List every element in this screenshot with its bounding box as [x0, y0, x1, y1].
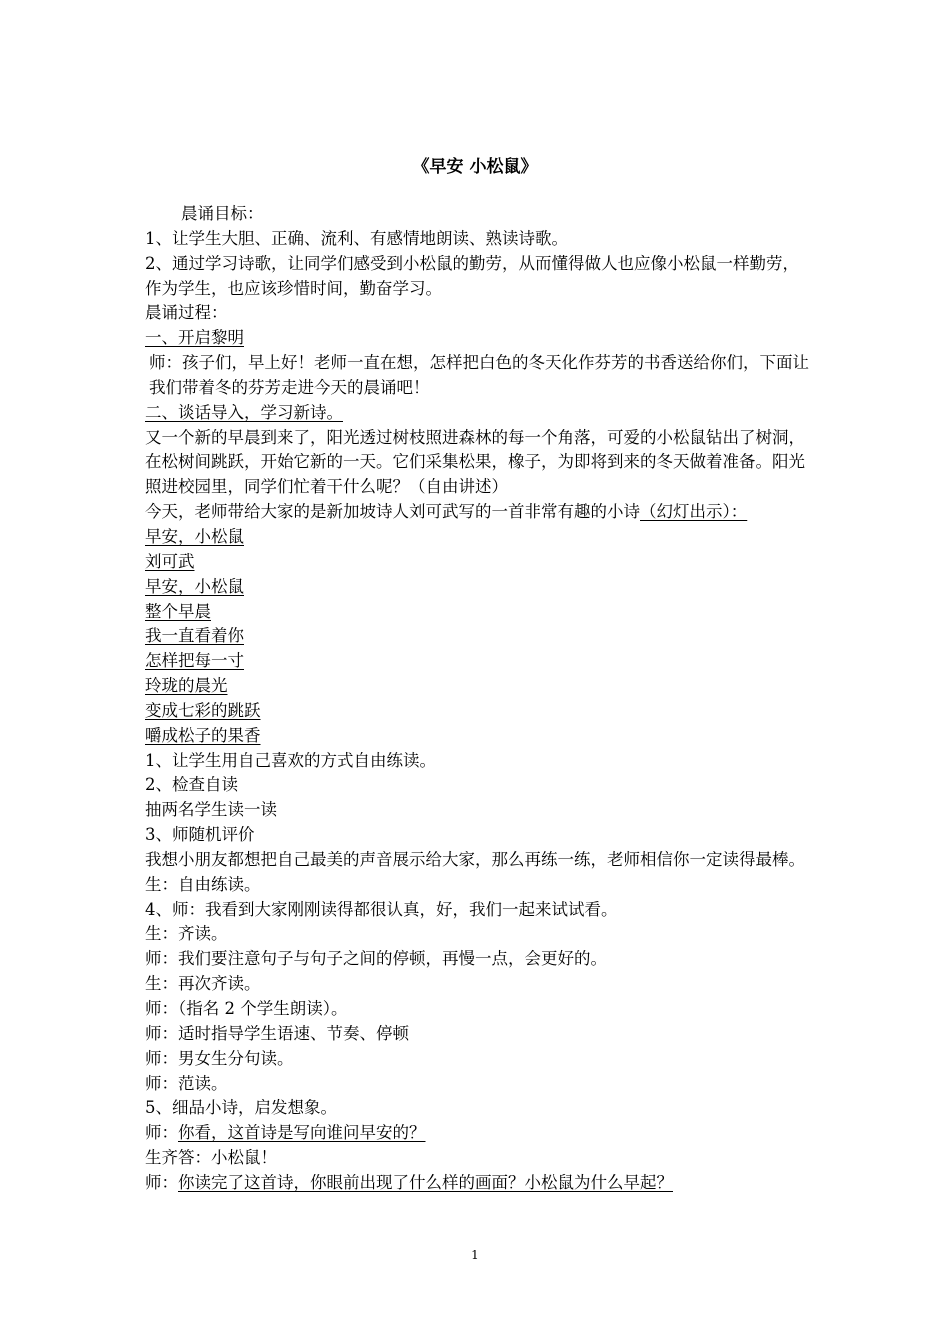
activity-5: 5、细品小诗，启发想象。 — [145, 1098, 337, 1118]
poem-line: 我一直看着你 — [145, 626, 244, 646]
poem-intro-slide-note: （幻灯出示）： — [640, 502, 748, 522]
activity-1: 1、让学生用自己喜欢的方式自由练读。 — [145, 750, 436, 770]
dialogue-line: 生：齐读。 — [145, 924, 228, 944]
dialogue-line: 师：适时指导学生语速、节奏、停顿 — [145, 1023, 409, 1043]
poem-title — [145, 525, 810, 550]
intro-paragraph: 又一个新的早晨到来了，阳光透过树枝照进森林的每一个角落，可爱的小松鼠钻出了树洞，在松树间跳跃，开始它新的一天。它们采集松果，橡子，为即将到来的冬天做着准备。阳光照进校园里，同学们忙着干什么呢？（自由讲述） — [145, 427, 805, 497]
dialogue-line: 生：再次齐读。 — [145, 974, 261, 994]
poem-intro-paragraph — [145, 500, 810, 525]
dialogue-line — [145, 1121, 810, 1146]
dialogue-line — [145, 1171, 810, 1196]
activity-2-detail: 抽两名学生读一读 — [145, 800, 277, 820]
dialogue-line: 师：男女生分句读。 — [145, 1048, 294, 1068]
poem-intro-text: 今天，老师带给大家的是新加坡诗人刘可武写的一首非常有趣的小诗 — [145, 502, 640, 522]
teacher-greeting: 师：孩子们，早上好！老师一直在想，怎样把白色的冬天化作芬芳的书香送给你们，下面让我们带着冬的芬芳走进今天的晨诵吧！ — [149, 353, 809, 397]
step-heading-2 — [145, 401, 810, 426]
question-text: 你看，这首诗是写向谁问早安的？ — [178, 1123, 426, 1143]
page-number: 1 — [471, 1248, 479, 1262]
poem-line-4 — [145, 649, 810, 674]
step-heading-1 — [145, 326, 810, 351]
poem-line: 变成七彩的跳跃 — [145, 700, 261, 720]
document-title: 《早安 小松鼠》 — [412, 157, 538, 177]
document-body — [145, 202, 810, 1196]
question-text: 你读完了这首诗，你眼前出现了什么样的画面？小松鼠为什么早起？ — [178, 1172, 673, 1192]
step-heading-2-text: 二、谈话导入，学习新诗。 — [145, 402, 343, 422]
poem-line: 早安，小松鼠 — [145, 526, 244, 546]
poem-line: 玲珑的晨光 — [145, 676, 228, 696]
dialogue-line: 师：我们要注意句子与句子之间的停顿，再慢一点，会更好的。 — [145, 949, 607, 969]
poem-line: 刘可武 — [145, 551, 195, 571]
activity-3: 3、师随机评价 — [145, 825, 255, 845]
poem-line-6 — [145, 699, 810, 724]
activity-4: 4、师：我看到大家刚刚读得都很认真，好，我们一起来试试看。 — [145, 899, 618, 919]
poem-line: 早安，小松鼠 — [145, 576, 244, 596]
step-heading-1-text: 一、开启黎明 — [145, 328, 244, 348]
poem-line-3 — [145, 624, 810, 649]
dialogue-line: 师：范读。 — [145, 1073, 228, 1093]
dialogue-line: 生齐答：小松鼠！ — [145, 1148, 277, 1168]
section-heading-goals: 晨诵目标： — [181, 204, 264, 223]
section-heading-process: 晨诵过程： — [145, 303, 228, 323]
poem-line-7 — [145, 724, 810, 749]
speaker-label: 师： — [145, 1123, 178, 1143]
poem-line: 怎样把每一寸 — [145, 651, 244, 671]
dialogue-line: 师：（指名 2 个学生朗读）。 — [145, 999, 348, 1018]
poem-line-5 — [145, 674, 810, 699]
poem-line: 整个早晨 — [145, 601, 211, 621]
activity-2: 2、检查自读 — [145, 775, 238, 795]
poem-line-2 — [145, 600, 810, 625]
goal-item-2: 2、通过学习诗歌，让同学们感受到小松鼠的勤劳，从而懂得做人也应像小松鼠一样勤劳，作为学生，也应该珍惜时间，勤奋学习。 — [145, 253, 799, 298]
speaker-label: 师： — [145, 1172, 178, 1192]
poem-line-1 — [145, 575, 810, 600]
activity-3-detail: 我想小朋友都想把自己最美的声音展示给大家，那么再练一练，老师相信你一定读得最棒。生：自由练读。 — [145, 849, 805, 894]
goal-item-1: 1、让学生大胆、正确、流利、有感情地朗读、熟读诗歌。 — [145, 228, 568, 248]
poem-author — [145, 550, 810, 575]
poem-line: 嚼成松子的果香 — [145, 725, 261, 745]
